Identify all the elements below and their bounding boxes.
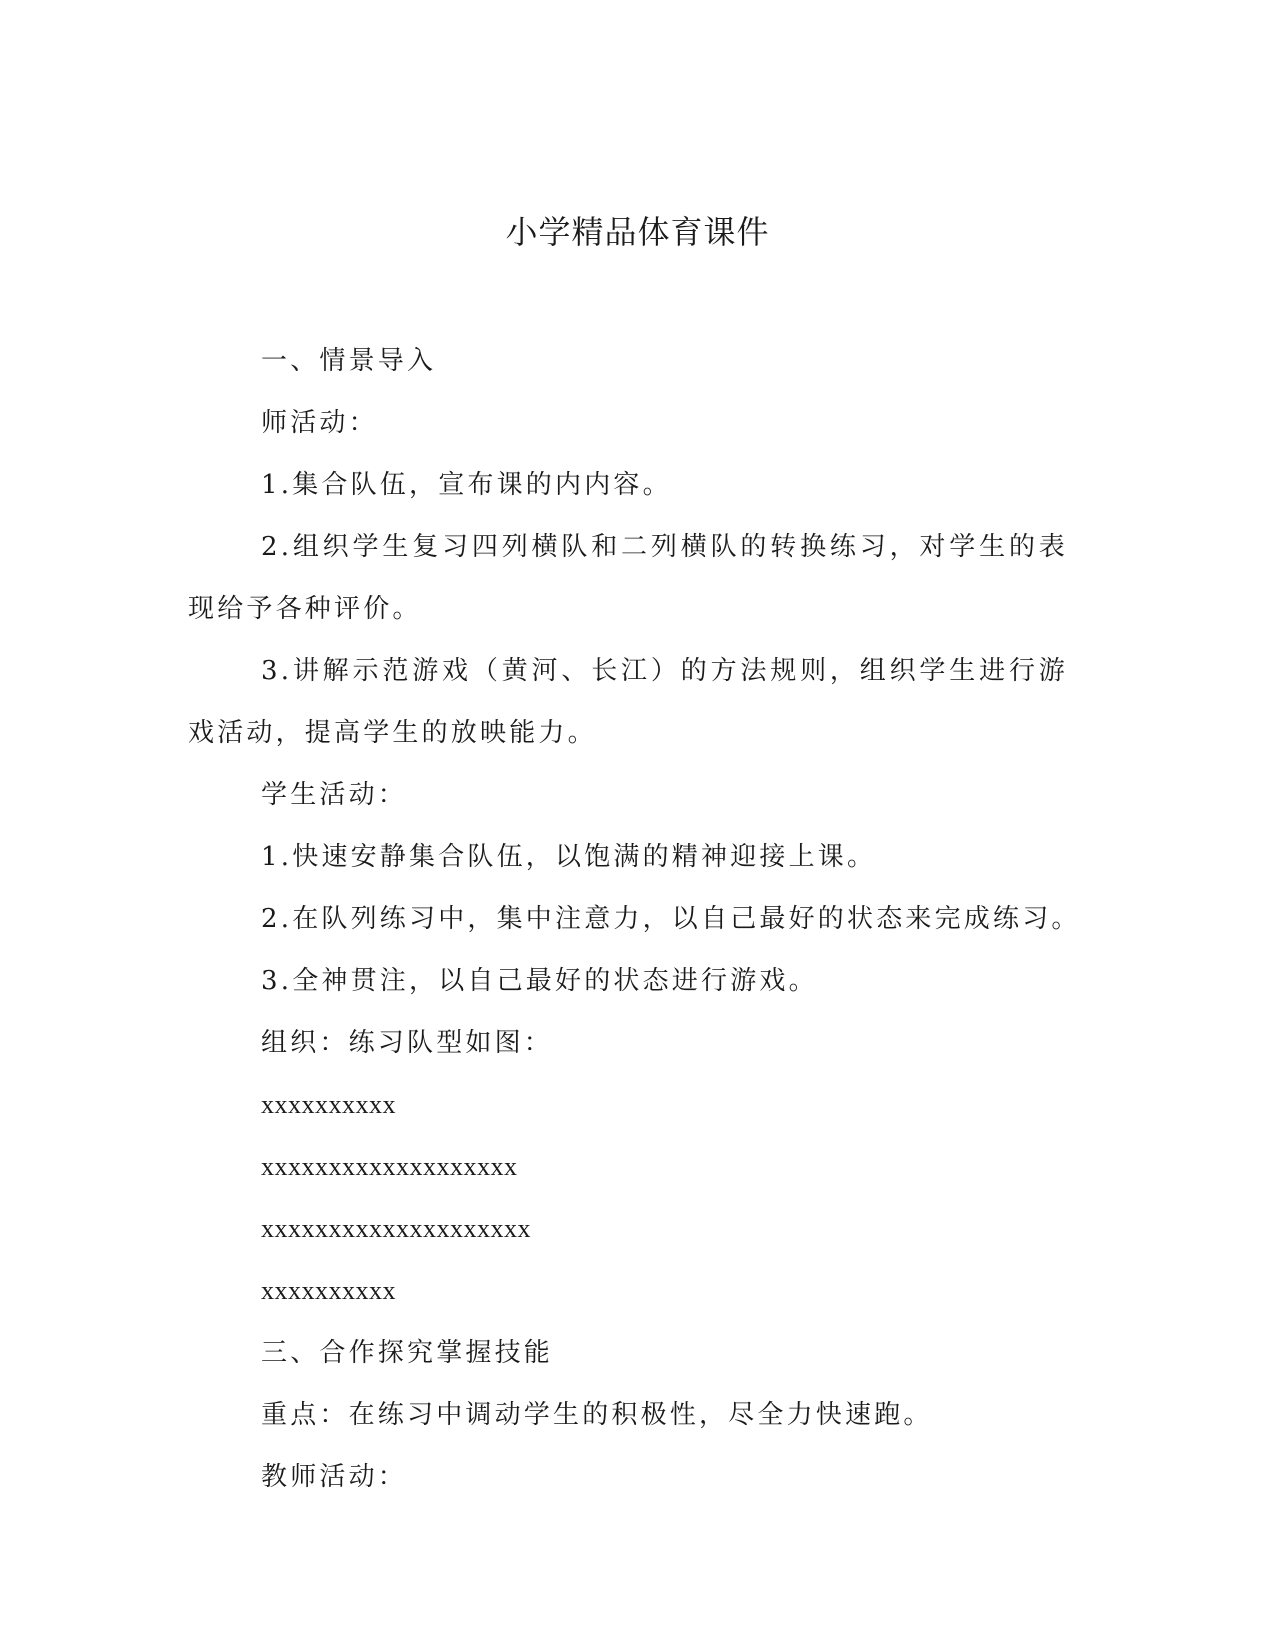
page-title: 小学精品体育课件: [505, 213, 770, 251]
paragraph: 1.快速安静集合队伍，以饱满的精神迎接上课。: [261, 842, 877, 872]
paragraph: 3.全神贯注，以自己最好的状态进行游戏。: [261, 966, 818, 996]
document-body: [188, 330, 1081, 1508]
paragraph: 一、情景导入: [261, 346, 437, 376]
paragraph: 1.集合队伍，宣布课的内内容。: [261, 470, 672, 500]
formation-row: xxxxxxxxxxxxxxxxxxx: [261, 1152, 518, 1181]
paragraph: 2.在队列练习中，集中注意力，以自己最好的状态来完成练习。: [261, 904, 1081, 934]
paragraph: 学生活动：: [261, 780, 408, 810]
paragraph: 组织：练习队型如图：: [261, 1028, 554, 1058]
formation-row: xxxxxxxxxx: [261, 1276, 396, 1305]
paragraph: 重点：在练习中调动学生的积极性，尽全力快速跑。: [261, 1400, 933, 1430]
paragraph: 2.组织学生复习四列横队和二列横队的转换练习，对学生的表现给予各种评价。: [188, 532, 1068, 624]
paragraph: 3.讲解示范游戏（黄河、长江）的方法规则，组织学生进行游戏活动，提高学生的放映能力。: [188, 656, 1068, 748]
formation-row: xxxxxxxxxx: [261, 1090, 396, 1119]
formation-row: xxxxxxxxxxxxxxxxxxxx: [261, 1214, 531, 1243]
paragraph: 教师活动：: [261, 1462, 408, 1492]
paragraph: 师活动：: [261, 408, 378, 438]
paragraph: 三、合作探究掌握技能: [261, 1338, 554, 1368]
